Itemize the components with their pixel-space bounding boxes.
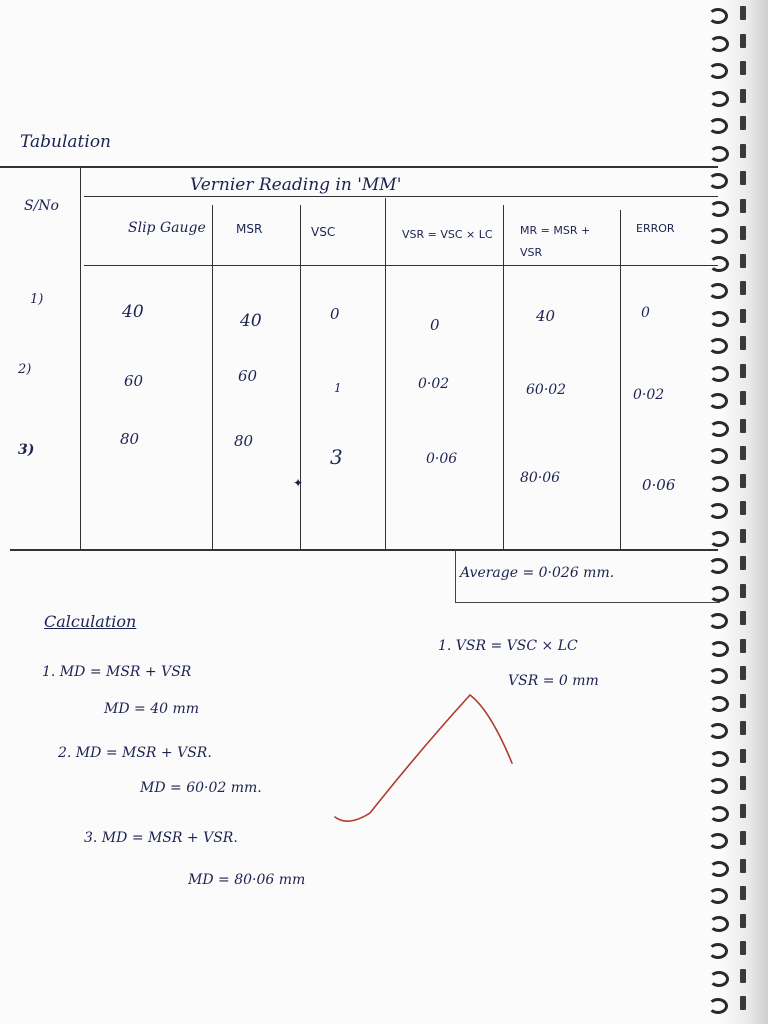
binding-hole [740,914,746,928]
spiral-ring [709,586,729,602]
binding-hole [740,309,746,323]
binding-hole [740,391,746,405]
row1-vsr: 0 [430,316,440,334]
col-header-mr: MR = MSR + VSR [520,224,591,259]
row1-vsc: 0 [330,305,340,323]
col-divider-sno [80,166,81,549]
col-header-vsr: VSR = VSC × LC [402,228,493,241]
spiral-ring [708,503,728,519]
row2-vsc: 1 [334,381,342,395]
spiral-ring [709,311,729,327]
row2-msr: 60 [238,367,258,385]
row1-mr: 40 [536,307,556,325]
spiral-ring [709,36,729,52]
side-line-1: 1. VSR = VSC × LC [438,638,578,654]
binding-hole [740,226,746,240]
binding-hole [740,556,746,570]
row3-error: 0·06 [642,476,676,494]
spiral-ring [709,531,729,547]
spiral-ring [708,943,728,959]
binding-hole [740,336,746,350]
row2-sno: 2) [18,362,32,377]
spiral-ring [709,476,729,492]
calc-line-4: MD = 60·02 mm. [140,780,262,796]
spiral-ring [709,146,729,162]
calc-line-5: 3. MD = MSR + VSR. [84,830,238,846]
binding-hole [740,171,746,185]
calc-line-1: 1. MD = MSR + VSR [42,664,192,680]
spiral-ring [709,751,729,767]
spiral-ring [709,971,729,987]
binding-hole [740,831,746,845]
col-header-error: ERROR [636,222,675,235]
spiral-ring [709,256,729,272]
binding-hole [740,281,746,295]
spiral-ring [708,668,728,684]
spiral-ring [708,283,728,299]
calc-line-6: MD = 80·06 mm [188,872,306,888]
binding-hole [740,446,746,460]
sno-header: S/No [24,198,59,214]
binding-hole [740,776,746,790]
spiral-ring [708,173,728,189]
spiral-ring [708,63,728,79]
header-bottom-rule [84,265,718,266]
row2-vsr: 0·02 [418,376,450,392]
spiral-ring [709,916,729,932]
row3-vsc: 3 [330,445,343,469]
binding-hole [740,996,746,1010]
calculation-title: Calculation [44,612,137,631]
check-mark-icon [330,685,520,830]
binding-hole [740,6,746,20]
col-divider-slip [212,205,213,549]
binding-hole [740,886,746,900]
spiral-ring [709,366,729,382]
binding-hole [740,611,746,625]
row3-slip: 80 [120,430,140,448]
col-header-msr: MSR [236,222,263,236]
row1-slip: 40 [122,302,144,322]
row3-msr: 80 [234,432,254,450]
spiral-ring [708,8,728,24]
spiral-ring [708,833,728,849]
row2-slip: 60 [124,372,144,390]
group-header: Vernier Reading in 'MM' [190,175,402,195]
row3-sno: 3) [18,442,35,458]
binding-hole [740,501,746,515]
binding-hole [740,254,746,268]
binding-hole [740,474,746,488]
binding-hole [740,859,746,873]
binding-hole [740,749,746,763]
spiral-ring [708,118,728,134]
spiral-ring [708,723,728,739]
calc-line-3: 2. MD = MSR + VSR. [58,745,212,761]
row3-vsr: 0·06 [426,451,458,467]
binding-hole [740,804,746,818]
spiral-ring [709,91,729,107]
group-underline [84,196,718,197]
spiral-ring [709,806,729,822]
heading: Tabulation [20,132,112,152]
binding-hole [740,199,746,213]
stray-mark-icon: ✦ [293,476,304,490]
spiral-ring [708,393,728,409]
spiral-ring [709,861,729,877]
spiral-ring [709,641,729,657]
col-divider-vsr [503,205,504,549]
spiral-ring [708,613,728,629]
binding-hole [740,584,746,598]
spiral-ring [709,696,729,712]
average-text: Average = 0·026 mm. [460,565,615,581]
calc-line-2: MD = 40 mm [104,701,200,717]
binding-hole [740,721,746,735]
binding-hole [740,89,746,103]
binding-hole [740,144,746,158]
binding-hole [740,116,746,130]
binding-hole [740,61,746,75]
binding-hole [740,529,746,543]
spiral-ring [708,998,728,1014]
spiral-ring [708,228,728,244]
spiral-ring [708,448,728,464]
spiral-ring [708,338,728,354]
col-header-vsc: VSC [311,225,336,239]
col-header-slip: Slip Gauge [128,220,206,236]
spiral-ring [708,888,728,904]
col-divider-vsc [385,198,386,549]
binding-hole [740,666,746,680]
row2-error: 0·02 [633,387,665,403]
row3-mr: 80·06 [520,470,561,486]
binding-hole [740,941,746,955]
binding-hole [740,419,746,433]
spiral-ring [709,421,729,437]
binding-hole [740,969,746,983]
row1-msr: 40 [240,311,262,331]
row2-mr: 60·02 [526,382,567,398]
row1-sno: 1) [30,292,44,307]
spiral-ring [708,558,728,574]
col-divider-mr [620,210,621,549]
binding-hole [740,364,746,378]
col-divider-msr [300,205,301,549]
binding-hole [740,639,746,653]
binding-hole [740,34,746,48]
side-line-2: VSR = 0 mm [508,673,599,689]
table-top-rule [0,166,718,168]
binding-hole [740,694,746,708]
spiral-ring [709,201,729,217]
spiral-ring [708,778,728,794]
row1-error: 0 [641,305,650,321]
